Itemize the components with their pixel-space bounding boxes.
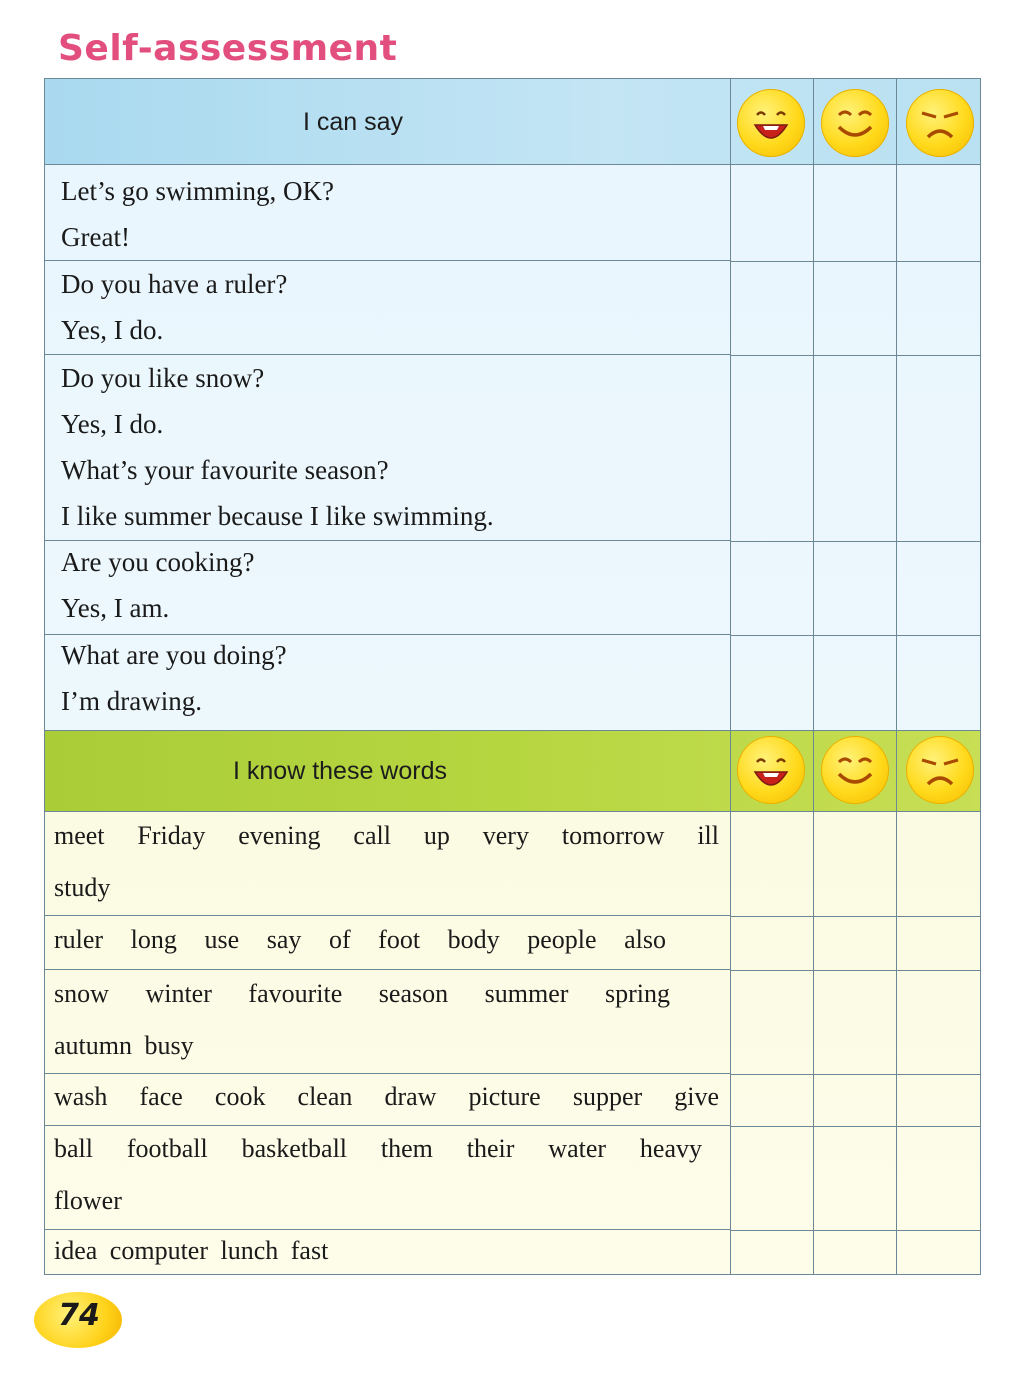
- word-line: ruler long use say of foot body people also: [54, 925, 666, 954]
- rating-grid-line: [730, 635, 980, 636]
- word-line: study: [54, 873, 111, 902]
- page-number-badge: [34, 1288, 124, 1348]
- sentence-row: [45, 165, 730, 261]
- sentence-line: Do you like snow?: [61, 363, 265, 393]
- rating-grid-line: [730, 1230, 980, 1231]
- sentence-row: [45, 261, 730, 355]
- word-line: wash face cook clean draw picture supper give: [54, 1082, 719, 1111]
- sentence-line: Are you cooking?: [61, 547, 255, 577]
- section-header-label: I know these words: [233, 757, 447, 785]
- word-line: flower: [54, 1186, 122, 1215]
- sentence-line: Yes, I do.: [61, 315, 164, 345]
- rating-grid-line: [730, 541, 980, 542]
- section-header-label: I can say: [303, 108, 404, 136]
- sentence-line: What’s your favourite season?: [61, 455, 389, 485]
- smiling-face-icon: [821, 736, 889, 804]
- sentence-row: [45, 541, 730, 635]
- sentence-line: Let’s go swimming, OK?: [61, 176, 334, 206]
- word-line: autumn busy: [54, 1031, 194, 1060]
- sad-face-icon: [906, 736, 974, 804]
- sentence-line: Yes, I am.: [61, 593, 170, 623]
- word-line: snow winter favourite season summer spring: [54, 979, 670, 1008]
- self-assessment-table: [44, 78, 981, 1275]
- section-know-words: [45, 812, 980, 1274]
- section-can-say: [45, 165, 980, 730]
- word-line: ball football basketball them their water heavy: [54, 1134, 702, 1163]
- rating-grid-line: [730, 261, 980, 262]
- sentence-line: I like summer because I like swimming.: [61, 501, 494, 531]
- word-row: [45, 916, 730, 970]
- rating-grid-line: [730, 355, 980, 356]
- word-row: [45, 1230, 730, 1274]
- word-row: [45, 1126, 730, 1230]
- smiling-face-icon: [821, 89, 889, 157]
- sentence-row: [45, 355, 730, 541]
- sentence-line: I’m drawing.: [61, 686, 202, 716]
- rating-grid-line: [730, 916, 980, 917]
- column-divider: [813, 79, 814, 1274]
- word-row: [45, 812, 730, 916]
- sentence-line: Yes, I do.: [61, 409, 164, 439]
- rating-grid-line: [730, 970, 980, 971]
- sentence-line: Great!: [61, 222, 130, 252]
- page-number: 74: [58, 1298, 100, 1333]
- laughing-face-icon: [737, 736, 805, 804]
- page-title: Self-assessment: [58, 28, 398, 69]
- rating-grid-line: [730, 1126, 980, 1127]
- column-divider: [896, 79, 897, 1274]
- rating-grid-line: [730, 1074, 980, 1075]
- sentence-row: [45, 635, 730, 730]
- word-line: idea computer lunch fast: [54, 1236, 329, 1265]
- laughing-face-icon: [737, 89, 805, 157]
- sentence-line: What are you doing?: [61, 640, 287, 670]
- word-row: [45, 970, 730, 1074]
- sad-face-icon: [906, 89, 974, 157]
- sentence-line: Do you have a ruler?: [61, 269, 288, 299]
- column-divider: [730, 79, 731, 1274]
- word-row: [45, 1074, 730, 1126]
- word-line: meet Friday evening call up very tomorrow ill: [54, 821, 719, 850]
